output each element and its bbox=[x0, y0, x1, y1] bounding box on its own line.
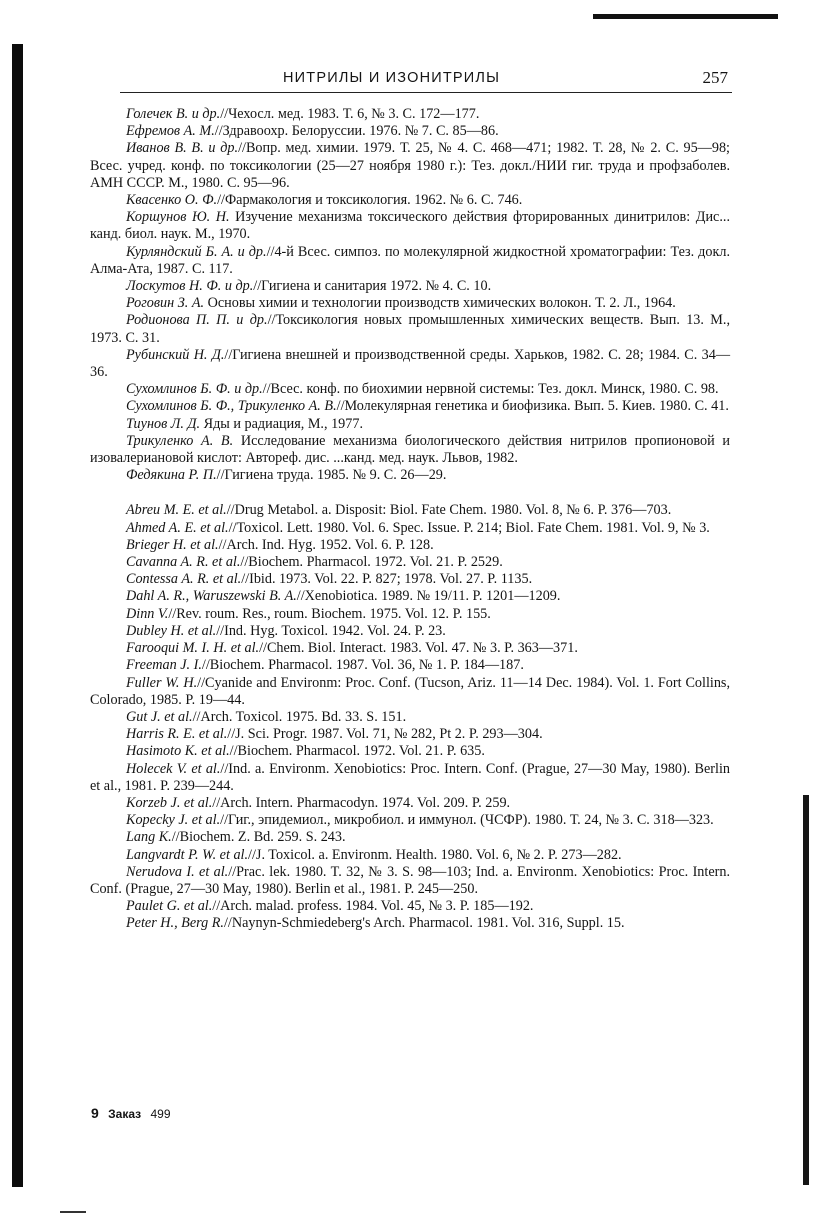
reference-author: Ahmed A. E. et al. bbox=[126, 519, 229, 536]
reference-author: Лоскутов Н. Ф. и др. bbox=[126, 278, 254, 295]
reference-entry bbox=[90, 347, 730, 381]
reference-source: //J. Sci. Progr. 1987. Vol. 71, № 282, Pt 2. P. 293—304. bbox=[227, 726, 543, 743]
reference-entry bbox=[90, 537, 730, 554]
reference-author: Kopecky J. et al. bbox=[126, 812, 221, 829]
reference-source: //Токсикология новых промышленных химических веществ. Вып. 13. М., 1973. С. 31. bbox=[90, 312, 730, 346]
reference-author: Тиунов Л. Д. bbox=[126, 415, 201, 432]
reference-source: //Biochem. Pharmacol. 1972. Vol. 21. P. 635. bbox=[229, 743, 485, 760]
reference-author: Farooqui M. I. H. et al. bbox=[126, 640, 260, 657]
reference-source: //Xenobiotica. 1989. № 19/11. P. 1201—1209. bbox=[296, 588, 561, 605]
reference-source: //Гиг., эпидемиол., микробиол. и иммунол. (ЧСФР). 1980. Т. 24, № 3. С. 318—323. bbox=[220, 812, 714, 829]
reference-entry bbox=[90, 915, 730, 932]
reference-source: Яды и радиация, М., 1977. bbox=[200, 415, 363, 432]
reference-entry bbox=[90, 381, 730, 398]
reference-source: //Chem. Biol. Interact. 1983. Vol. 47. № 3. P. 363—371. bbox=[259, 640, 578, 657]
reference-source: //Naynyn-Schmiedeberg's Arch. Pharmacol. 1981. Vol. 316, Suppl. 15. bbox=[223, 915, 625, 932]
reference-entry bbox=[90, 675, 730, 709]
reference-source: //Вопр. мед. химии. 1979. Т. 25, № 4. С. 468—471; 1982. Т. 28, № 2. С. 95—98; Всес. учред. конф. по токсикологии (25—27 ноября 1980 г.): Тез. докл./НИИ гиг. труда и профзаболев. АМН СССР. М., 1980. С. 95—96. bbox=[90, 140, 730, 191]
reference-author: Dahl A. R., Waruszewski B. A. bbox=[126, 588, 297, 605]
reference-author: Freeman J. I. bbox=[126, 657, 202, 674]
reference-entry bbox=[90, 743, 730, 760]
reference-entry bbox=[90, 416, 730, 433]
reference-author: Иванов В. В. и др. bbox=[126, 140, 239, 157]
reference-author: Langvardt P. W. et al. bbox=[126, 846, 249, 863]
reference-author: Lang K. bbox=[126, 829, 172, 846]
reference-author: Курляндский Б. А. и др. bbox=[126, 243, 267, 260]
reference-entry bbox=[90, 295, 730, 312]
reference-source: //Drug Metabol. a. Disposit: Biol. Fate Chem. 1980. Vol. 8, № 6. P. 376—703. bbox=[226, 502, 672, 519]
reference-author: Федякина Р. П. bbox=[126, 467, 217, 484]
reference-source: //4-й Всес. симпоз. по молекулярной жидкостной хроматографии: Тез. докл. Алма-Ата, 1987. С. 117. bbox=[90, 243, 731, 277]
reference-entry bbox=[90, 847, 730, 864]
reference-entry bbox=[90, 398, 730, 415]
reference-entry bbox=[90, 588, 730, 605]
reference-author: Peter H., Berg R. bbox=[126, 915, 224, 932]
reference-author: Holecek V. et al. bbox=[126, 760, 221, 777]
reference-source: //Arch. Toxicol. 1975. Bd. 33. S. 151. bbox=[192, 708, 407, 725]
reference-author: Рубинский Н. Д. bbox=[126, 346, 225, 363]
reference-author: Сухомлинов Б. Ф., Трикуленко А. В. bbox=[126, 398, 337, 415]
reference-source: //Arch. Ind. Hyg. 1952. Vol. 6. P. 128. bbox=[218, 536, 434, 553]
reference-author: Ефремов А. М. bbox=[126, 123, 215, 140]
reference-author: Korzeb J. et al. bbox=[126, 794, 213, 811]
reference-author: Трикуленко А. В. bbox=[126, 432, 234, 449]
reference-author: Fuller W. H. bbox=[126, 674, 198, 691]
reference-entry bbox=[90, 502, 730, 519]
reference-source: //Ind. a. Environm. Xenobiotics: Proc. Intern. Conf. (Prague, 27—30 May, 1980). Berlin et al., 1981. P. 239—244. bbox=[90, 760, 730, 794]
header-rule bbox=[120, 92, 732, 93]
reference-entry bbox=[90, 244, 730, 278]
printer-signature bbox=[91, 1105, 171, 1121]
reference-source: //Biochem. Pharmacol. 1987. Vol. 36, № 1. P. 184—187. bbox=[201, 657, 524, 674]
scan-top-mark bbox=[593, 14, 778, 19]
reference-entry bbox=[90, 192, 730, 209]
reference-entry bbox=[90, 761, 730, 795]
reference-source: //Гигиена и санитария 1972. № 4. С. 10. bbox=[253, 278, 492, 295]
reference-author: Nerudova I. et al. bbox=[126, 863, 229, 880]
reference-source: Основы химии и технологии производств химических волокон. Т. 2. Л., 1964. bbox=[204, 295, 676, 312]
reference-entry bbox=[90, 278, 730, 295]
reference-source: //Здравоохр. Белоруссии. 1976. № 7. С. 85—86. bbox=[214, 123, 499, 140]
reference-source: //Cyanide and Environm: Proc. Conf. (Tucson, Ariz. 11—14 Dec. 1984). Vol. 1. Fort Collins, Colorado, 1985. P. 19—44. bbox=[90, 674, 730, 708]
reference-entry bbox=[90, 433, 730, 467]
reference-entry bbox=[90, 467, 730, 484]
reference-entry bbox=[90, 606, 730, 623]
reference-source: //Biochem. Pharmacol. 1972. Vol. 21. P. 2529. bbox=[240, 554, 503, 571]
reference-entry bbox=[90, 312, 730, 346]
reference-entry bbox=[90, 657, 730, 674]
reference-source: //Молекулярная генетика и биофизика. Вып. 5. Киев. 1980. С. 41. bbox=[336, 398, 729, 415]
reference-source: //J. Toxicol. a. Environm. Health. 1980. Vol. 6, № 2. P. 273—282. bbox=[248, 846, 622, 863]
reference-author: Коршунов Ю. Н. bbox=[126, 209, 230, 226]
order-number: 499 bbox=[150, 1107, 171, 1121]
reference-source: //Гигиена труда. 1985. № 9. С. 26—29. bbox=[216, 467, 447, 484]
reference-source: //Ibid. 1973. Vol. 22. P. 827; 1978. Vol. 27. P. 1135. bbox=[241, 571, 533, 588]
reference-entry bbox=[90, 726, 730, 743]
reference-list bbox=[90, 106, 730, 933]
reference-entry bbox=[90, 898, 730, 915]
scan-bottom-mark bbox=[60, 1211, 86, 1213]
reference-author: Paulet G. et al. bbox=[126, 898, 213, 915]
reference-entry bbox=[90, 829, 730, 846]
reference-source: //Rev. roum. Res., roum. Biochem. 1975. Vol. 12. P. 155. bbox=[168, 605, 491, 622]
reference-author: Brieger H. et al. bbox=[126, 536, 219, 553]
reference-entry bbox=[90, 554, 730, 571]
reference-author: Gut J. et al. bbox=[126, 708, 193, 725]
reference-entry bbox=[90, 812, 730, 829]
reference-author: Родионова П. П. и др. bbox=[126, 312, 268, 329]
reference-entry bbox=[90, 864, 730, 898]
reference-author: Dinn V. bbox=[126, 605, 169, 622]
reference-source: //Arch. Intern. Pharmacodyn. 1974. Vol. 209. P. 259. bbox=[212, 794, 511, 811]
signature-number: 9 bbox=[91, 1105, 99, 1121]
reference-entry bbox=[90, 640, 730, 657]
reference-author: Dubley H. et al. bbox=[126, 622, 217, 639]
page-header bbox=[120, 68, 732, 94]
reference-author: Сухомлинов Б. Ф. и др. bbox=[126, 381, 263, 398]
reference-author: Cavanna A. R. et al. bbox=[126, 554, 241, 571]
reference-author: Голечек В. и др. bbox=[126, 106, 221, 122]
scan-edge-shadow-left bbox=[12, 44, 23, 1187]
reference-entry bbox=[90, 106, 730, 123]
reference-entry bbox=[90, 209, 730, 243]
reference-source: //Arch. malad. profess. 1984. Vol. 45, № 3. P. 185—192. bbox=[212, 898, 534, 915]
reference-entry bbox=[90, 623, 730, 640]
reference-entry bbox=[90, 123, 730, 140]
reference-author: Роговин З. А. bbox=[126, 295, 205, 312]
order-label: Заказ bbox=[108, 1107, 142, 1121]
reference-entry bbox=[90, 140, 730, 192]
references-russian bbox=[90, 106, 730, 484]
reference-entry bbox=[90, 520, 730, 537]
reference-source: //Гигиена внешней и производственной среды. Харьков, 1982. С. 28; 1984. С. 34—36. bbox=[90, 346, 731, 381]
scan-edge-shadow-right bbox=[803, 795, 809, 1185]
reference-author: Harris R. E. et al. bbox=[126, 726, 228, 743]
reference-source: //Всес. конф. по биохимии нервной системы: Тез. докл. Минск, 1980. С. 98. bbox=[262, 381, 719, 398]
reference-source: //Фармакология и токсикология. 1962. № 6. С. 746. bbox=[217, 192, 523, 209]
references-latin bbox=[90, 502, 730, 932]
reference-source: //Чехосл. мед. 1983. Т. 6, № 3. С. 172—177. bbox=[220, 106, 480, 122]
reference-source: //Ind. Hyg. Toxicol. 1942. Vol. 24. P. 23. bbox=[216, 622, 446, 639]
reference-entry bbox=[90, 571, 730, 588]
reference-entry bbox=[90, 795, 730, 812]
reference-source: Исследование механизма биологического действия нитрилов пропионовой и изовалериановой кислот: Автореф. дис. ...канд. мед. наук. Львов, 1982. bbox=[90, 432, 730, 467]
reference-author: Квасенко О. Ф. bbox=[126, 192, 218, 209]
reference-source: Изучение механизма токсического действия фторированных динитрилов: Дис... канд. биол. наук. М., 1970. bbox=[90, 209, 730, 243]
running-title: НИТРИЛЫ И ИЗОНИТРИЛЫ bbox=[283, 70, 501, 86]
reference-source: //Biochem. Z. Bd. 259. S. 243. bbox=[171, 829, 346, 846]
section-gap bbox=[90, 484, 730, 502]
reference-author: Abreu M. E. et al. bbox=[126, 502, 227, 519]
page-number: 257 bbox=[702, 68, 728, 87]
reference-source: //Toxicol. Lett. 1980. Vol. 6. Spec. Issue. P. 214; Biol. Fate Chem. 1981. Vol. 9, № 3. bbox=[228, 519, 710, 536]
reference-author: Contessa A. R. et al. bbox=[126, 571, 242, 588]
reference-author: Hasimoto K. et al. bbox=[126, 743, 230, 760]
reference-source: //Prac. lek. 1980. T. 32, № 3. S. 98—103; Ind. a. Environm. Xenobiotics: Proc. Intern. Conf. (Prague, 27—30 May, 1980). Berlin et al., 1981. P. 245—250. bbox=[90, 863, 730, 897]
reference-entry bbox=[90, 709, 730, 726]
